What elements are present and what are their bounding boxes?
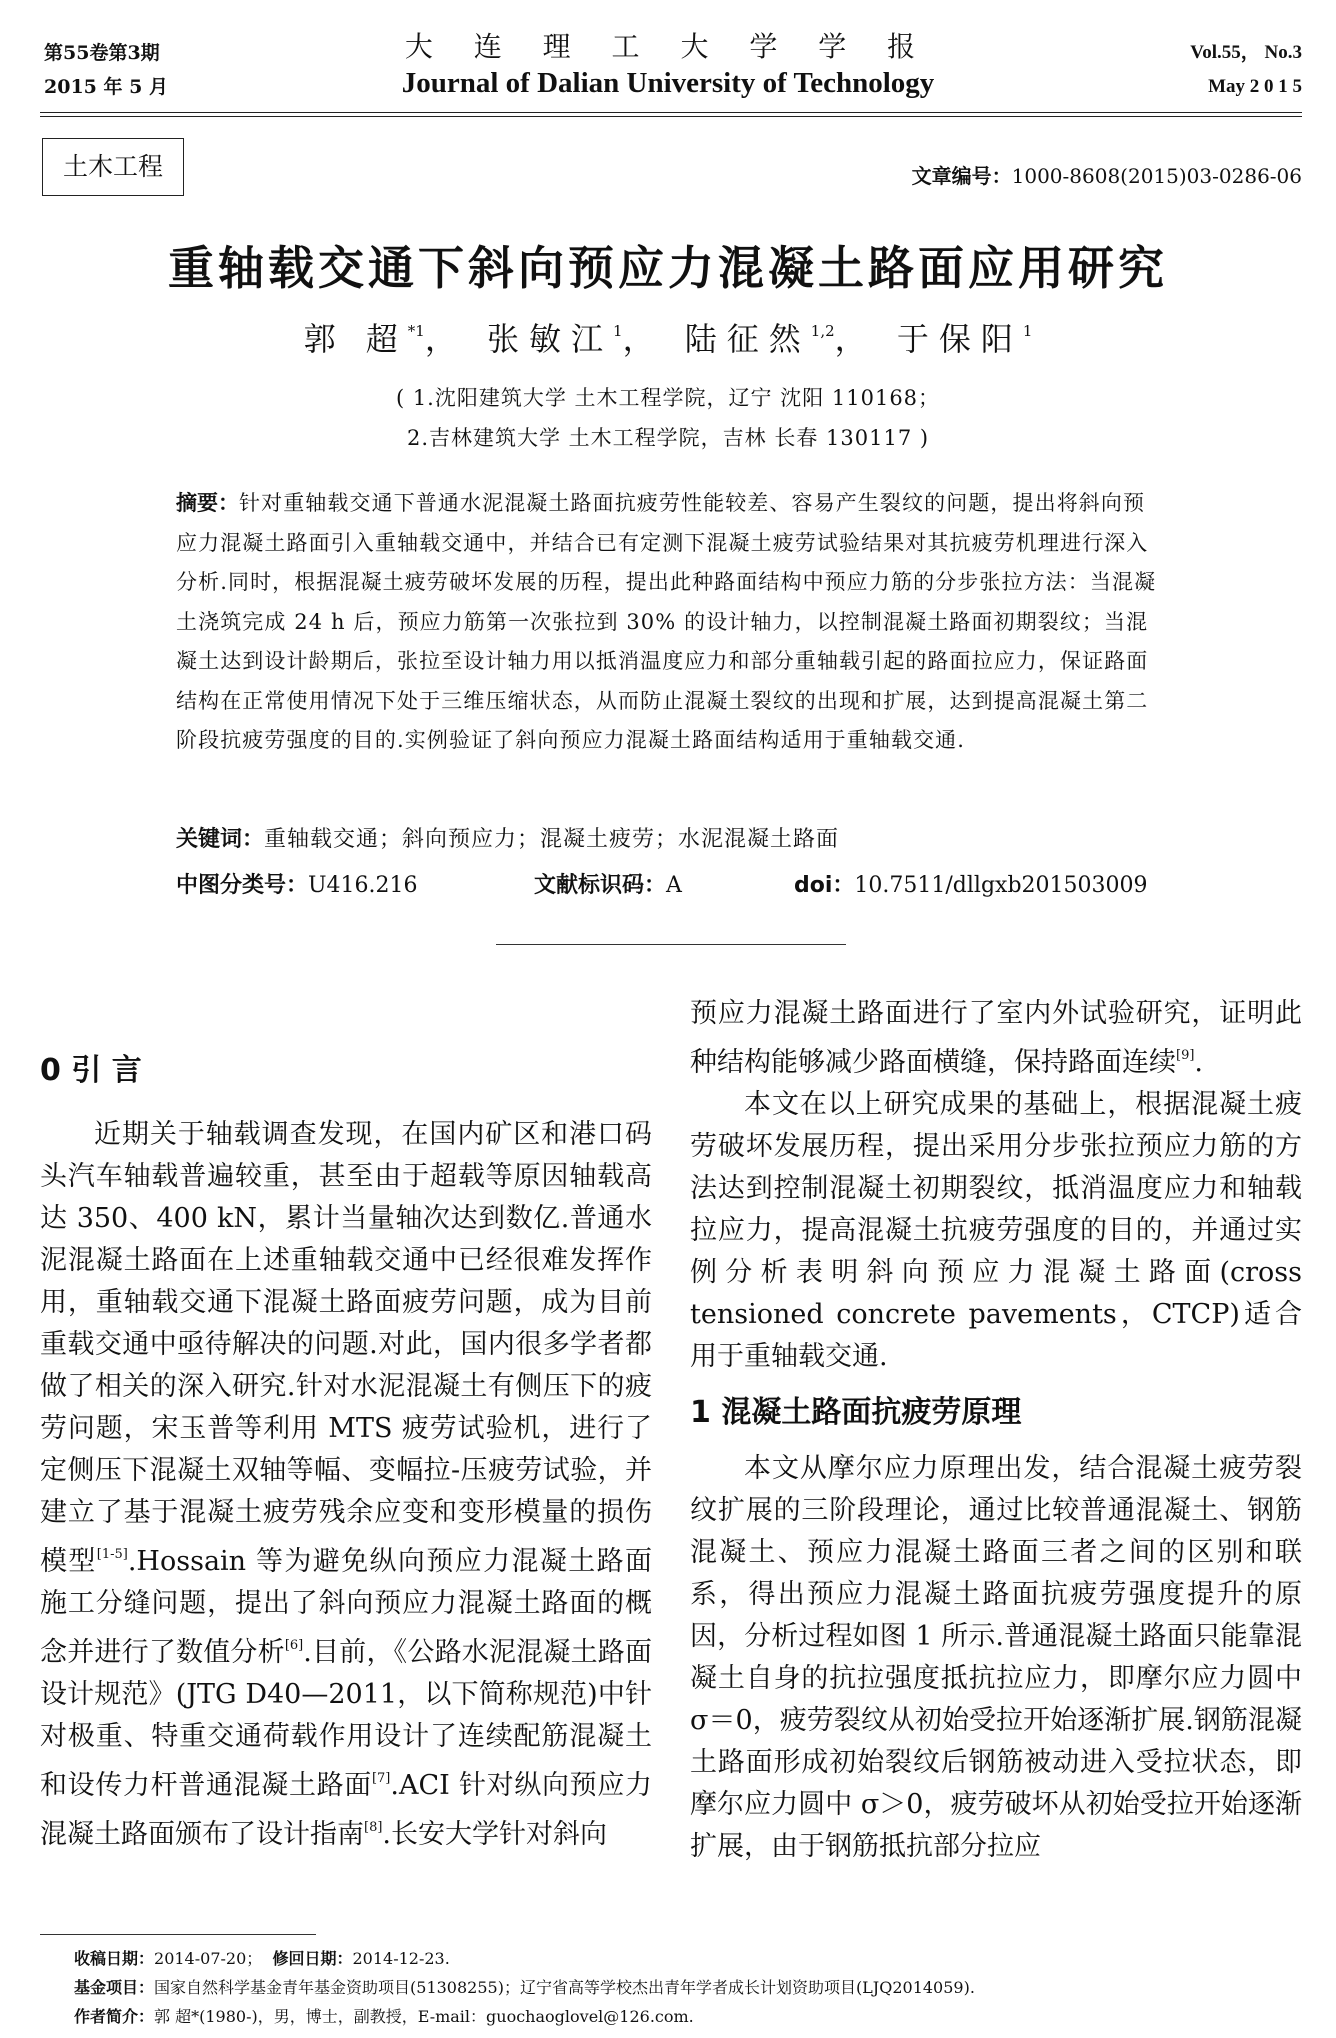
document-code-label: 文献标识码： xyxy=(534,873,667,898)
journal-issue-info-cn xyxy=(44,36,168,104)
author-affiliation-mark: 1,2 xyxy=(810,322,835,340)
citation: [9] xyxy=(1176,1048,1195,1063)
article-number xyxy=(912,160,1302,189)
funding-text: 国家自然科学基金青年基金资助项目(51308255)；辽宁省高等学校杰出青年学者成长计划资助项目(LJQ2014059). xyxy=(154,1978,975,1997)
body-column-left xyxy=(40,1050,652,1856)
author-name: 陆征然 xyxy=(684,320,811,358)
journal-issue-info-en xyxy=(1190,36,1302,104)
author-affiliation-mark: 1 xyxy=(613,322,623,340)
footnote-dates xyxy=(74,1944,975,1973)
date-cn: 2015 年 5 月 xyxy=(44,76,168,98)
author-affiliation-mark: *1 xyxy=(407,322,425,340)
author-list: 郭 超$^{*1}$， 张敏江$^1$， 陆征然$^{1,2}$， 于保阳$^1$ xyxy=(303,320,1033,358)
affiliations xyxy=(0,378,1336,458)
keywords-label: 关键词： xyxy=(176,827,265,852)
text-run: .目前，《公路水泥混凝土路面设计规范》(JTG D40—2011，以下简称规范)中针对极重、特重交通荷载作用设计了连续配筋混凝土和设传力杆普通混凝土路面 xyxy=(40,1637,652,1801)
clc-number xyxy=(176,868,418,899)
affiliation-line: 2.吉林建筑大学 土木工程学院，吉林 长春 130117 ) xyxy=(406,426,930,450)
doi-value: 10.7511/dllgxb201503009 xyxy=(854,873,1148,898)
paragraph xyxy=(690,993,1302,1084)
journal-name-cn: 大 连 理 工 大 学 学 报 xyxy=(404,30,932,63)
document-code-value: A xyxy=(666,873,682,898)
header-rule xyxy=(40,112,1302,113)
abstract xyxy=(176,484,1166,761)
body-column-right xyxy=(690,993,1302,1868)
text-run: .Hossain 等为避免纵向预应力混凝土路面施工分缝问题，提出了斜向预应力混凝土路面的概念并进行了数值分析 xyxy=(40,1546,652,1668)
funding-label: 基金项目： xyxy=(74,1978,155,1997)
author-name: 张敏江 xyxy=(487,320,614,358)
volume-issue-en: Vol.55， No.3 xyxy=(1190,42,1302,63)
abstract-label: 摘要： xyxy=(176,491,239,515)
clc-label: 中图分类号： xyxy=(176,873,309,898)
document-code xyxy=(534,868,682,899)
text-run: .长安大学针对斜向 xyxy=(382,1819,608,1850)
volume-issue-cn: 第55卷第3期 xyxy=(44,42,160,64)
text-run: 预应力混凝土路面进行了室内外试验研究，证明此种结构能够减少路面横缝，保持路面连续 xyxy=(690,998,1302,1078)
article-number-value: 1000-8608(2015)03-0286-06 xyxy=(1011,164,1302,188)
received-date: 2014-07-20； xyxy=(154,1949,263,1968)
paragraph: 本文在以上研究成果的基础上，根据混凝土疲劳破坏发展历程，提出采用分步张拉预应力筋的方法达到控制混凝土初期裂纹，抵消温度应力和轴载拉应力，提高混凝土抗疲劳强度的目的，并通过实例分析表明斜向预应力混凝土路面(cross tensioned concrete pavements，CTCP)适合用于重轴载交通. xyxy=(690,1089,1302,1372)
text-run: .ACI 针对纵向预应力混凝土路面颁布了设计指南 xyxy=(40,1770,652,1850)
abstract-text: 针对重轴载交通下普通水泥混凝土路面抗疲劳性能较差、容易产生裂纹的问题，提出将斜向预应力混凝土路面引入重轴载交通中，并结合已有定测下混凝土疲劳试验结果对其抗疲劳机理进行深入分析.同时，根据混凝土疲劳破坏发展的历程，提出此种路面结构中预应力筋的分步张拉方法：当混凝土浇筑完成 24 h 后，预应力筋第一次张拉到 30% 的设计轴力，以控制混凝土路面初期裂纹；当混凝土达到设计龄期后，张拉至设计轴力用以抵消温度应力和部分重轴载引起的路面拉应力，保证路面结构在正常使用情况下处于三维压缩状态，从而防止混凝土裂纹的出现和扩展，达到提高混凝土第二阶段抗疲劳强度的目的.实例验证了斜向预应力混凝土路面结构适用于重轴载交通. xyxy=(176,491,1157,752)
author-name: 于保阳 xyxy=(896,320,1023,358)
doi xyxy=(794,868,1148,899)
section-heading-1: 1 混凝土路面抗疲劳原理 xyxy=(690,1395,1022,1430)
paper-title: 重轴载交通下斜向预应力混凝土路面应用研究 xyxy=(168,241,1168,295)
abstract-separator xyxy=(496,944,846,945)
footnote-funding xyxy=(74,1973,975,2002)
text-run: 近期关于轴载调查发现，在国内矿区和港口码头汽车轴载普遍较重，甚至由于超载等原因轴载高达 350、400 kN，累计当量轴次达到数亿.普通水泥混凝土路面在上述重轴载交通中已经很难发挥作用，重轴载交通下混凝土路面疲劳问题，成为目前重载交通中亟待解决的问题.对此，国内很多学者都做了相关的深入研究.针对水泥混凝土有侧压下的疲劳问题，宋玉普等利用 MTS 疲劳试验机，进行了定侧压下混凝土双轴等幅、变幅拉-压疲劳试验，并建立了基于混凝土疲劳残余应变和变形模量的损伤模型 xyxy=(40,1119,652,1577)
keywords-text: 重轴载交通；斜向预应力；混凝土疲劳；水泥混凝土路面 xyxy=(264,827,840,852)
text-run: . xyxy=(1194,1047,1204,1078)
affiliation-line: ( 1.沈阳建筑大学 土木工程学院，辽宁 沈阳 110168； xyxy=(395,386,941,410)
date-en: May 2 0 1 5 xyxy=(1208,76,1302,97)
revised-date: 2014-12-23. xyxy=(352,1949,450,1968)
revised-label: 修回日期： xyxy=(272,1949,353,1968)
citation: [8] xyxy=(364,1820,383,1835)
author-bio-text: 郭 超*(1980-)，男，博士，副教授，E-mail：guochaoglovel@126.com. xyxy=(154,2007,694,2026)
paragraph: 本文从摩尔应力原理出发，结合混凝土疲劳裂纹扩展的三阶段理论，通过比较普通混凝土、钢筋混凝土、预应力混凝土路面三者之间的区别和联系，得出预应力混凝土路面抗疲劳强度提升的原因，分析过程如图 1 所示.普通混凝土路面只能靠混凝土自身的抗拉强度抵抗拉应力，即摩尔应力圆中 σ＝0，疲劳裂纹从初始受拉开始逐渐扩展.钢筋混凝土路面形成初始裂纹后钢筋被动进入受拉状态，即摩尔应力圆中 σ＞0，疲劳破坏从初始受拉开始逐渐扩展，由于钢筋抵抗部分拉应 xyxy=(690,1453,1302,1862)
category-box: 土木工程 xyxy=(42,138,184,196)
author-affiliation-mark: 1 xyxy=(1022,322,1033,340)
author-name: 郭 超 xyxy=(303,320,408,358)
footnotes xyxy=(74,1944,975,2031)
keywords xyxy=(176,822,1166,853)
citation: [1-5] xyxy=(96,1547,128,1562)
doi-label: doi： xyxy=(794,873,855,898)
received-label: 收稿日期： xyxy=(74,1949,155,1968)
header-rule-thin xyxy=(40,116,1302,117)
section-heading-introduction: 0 引 言 xyxy=(40,1053,142,1088)
footnote-author xyxy=(74,2002,975,2031)
clc-value: U416.216 xyxy=(308,873,418,898)
citation: [7] xyxy=(371,1771,391,1786)
paragraph xyxy=(40,1114,652,1856)
journal-name-en: Journal of Dalian University of Technology xyxy=(401,67,935,99)
article-number-label: 文章编号： xyxy=(911,164,1012,188)
author-bio-label: 作者简介： xyxy=(74,2007,155,2026)
citation: [6] xyxy=(284,1638,304,1653)
footnote-rule xyxy=(40,1934,316,1935)
journal-masthead xyxy=(330,28,1006,100)
